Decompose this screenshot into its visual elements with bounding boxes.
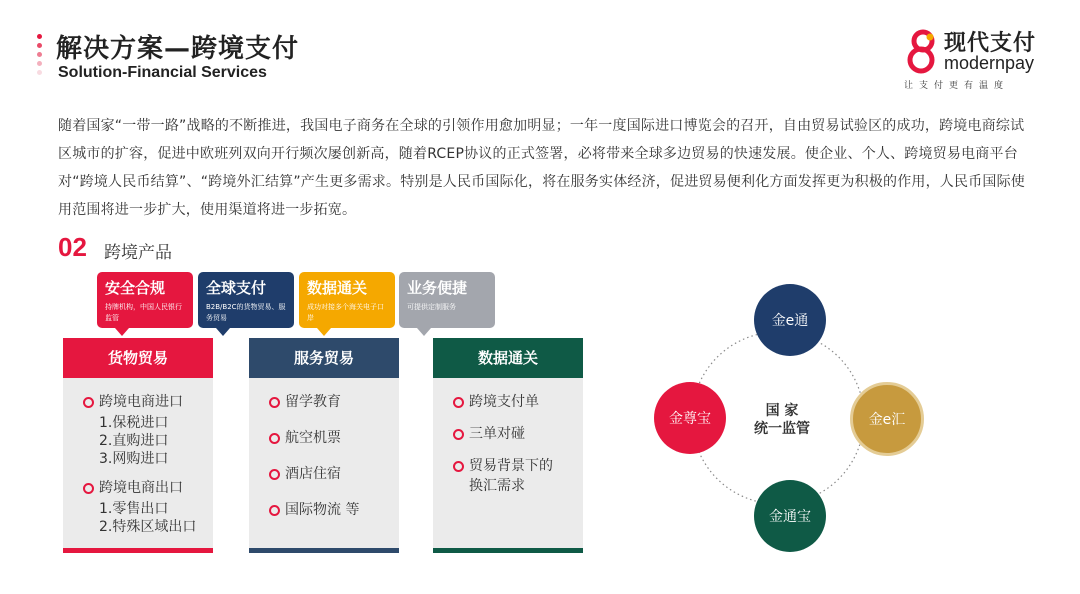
node-jin-zun-bao: 金尊宝 bbox=[654, 382, 726, 454]
tag-business-convenience bbox=[399, 272, 495, 328]
list-item-label: 国际物流 等 bbox=[285, 502, 360, 518]
ring-bullet-icon bbox=[83, 397, 94, 408]
intro-paragraph: 随着国家“一带一路”战略的不断推进，我国电子商务在全球的引领作用愈加明显；一年一度国际进口博览会的召开，自由贸易试验区的成功，跨境电商综试区城市的扩容，促进中欧班列双向开行频次屡创新高，随着RCEP协议的正式签署，必将带来全球多边贸易的快速发展。使企业、个人、跨境贸易电商平台对“跨境人民币结算”、“跨境外汇结算”产生更多需求。特别是人民币国际化，将在服务实体经济，促进贸易便利化方面发挥更为积极的作用，人民币国际使用范围将进一步扩大，使用渠道将进一步拓宽。 bbox=[58, 118, 1026, 218]
list-item-label: 留学教育 bbox=[285, 394, 341, 410]
column-header: 服务贸易 bbox=[249, 338, 399, 378]
center-line: 国 家 bbox=[765, 403, 799, 419]
sub-item: 1.保税进口 bbox=[99, 415, 169, 431]
tag-description: B2B/B2C的货物贸易、服务贸易 bbox=[206, 303, 286, 322]
logo-name-en: modernpay bbox=[944, 53, 1035, 73]
sub-item: 3.网购进口 bbox=[99, 451, 169, 467]
tag-description: 持牌机构，中国人民银行监管 bbox=[105, 303, 182, 322]
page-subtitle: Solution-Financial Services bbox=[58, 64, 267, 81]
list-item bbox=[433, 424, 583, 444]
list-item bbox=[249, 464, 399, 484]
column-footer-bar bbox=[63, 548, 213, 553]
ring-bullet-icon bbox=[269, 469, 280, 480]
tag-title: 业务便捷 bbox=[407, 279, 468, 297]
list-item bbox=[433, 456, 583, 496]
list-item-label: 三单对碰 bbox=[469, 426, 525, 442]
tag-description: 成功对接多个海关电子口岸 bbox=[307, 303, 384, 322]
logo-tagline: 让支付更有温度 bbox=[904, 81, 1010, 91]
logo-name-cn: 现代支付 bbox=[944, 31, 1037, 56]
tag-title: 安全合规 bbox=[105, 279, 166, 297]
ring-bullet-icon bbox=[453, 461, 464, 472]
modernpay-logo bbox=[902, 24, 1052, 94]
sub-item: 2.直购进口 bbox=[99, 433, 169, 449]
node-jin-e-tong: 金e通 bbox=[754, 284, 826, 356]
page-title: 解决方案—跨境支付 bbox=[56, 34, 300, 64]
list-item bbox=[433, 392, 583, 412]
list-item bbox=[249, 392, 399, 412]
tag-global-payment bbox=[198, 272, 294, 328]
center-line: 统一监管 bbox=[754, 421, 810, 437]
section-number: 02 bbox=[58, 232, 87, 262]
ring-bullet-icon bbox=[453, 429, 464, 440]
sub-item: 1.零售出口 bbox=[99, 501, 169, 517]
ring-bullet-icon bbox=[269, 433, 280, 444]
column-header: 货物贸易 bbox=[63, 338, 213, 378]
title-dots-decoration bbox=[36, 34, 44, 79]
list-item-label: 贸易背景下的换汇需求 bbox=[469, 458, 553, 494]
column-service-trade bbox=[249, 338, 399, 553]
column-data-customs bbox=[433, 338, 583, 553]
ring-bullet-icon bbox=[269, 397, 280, 408]
column-goods-trade bbox=[63, 338, 213, 553]
list-item-label: 跨境支付单 bbox=[469, 394, 539, 410]
regulation-cycle-diagram bbox=[654, 284, 910, 554]
list-item bbox=[249, 500, 399, 520]
list-item bbox=[63, 392, 213, 412]
list-item bbox=[249, 428, 399, 448]
column-footer-bar bbox=[433, 548, 583, 553]
sub-item: 2.特殊区域出口 bbox=[99, 519, 197, 535]
list-item-label: 航空机票 bbox=[285, 430, 341, 446]
column-header: 数据通关 bbox=[433, 338, 583, 378]
list-item-label: 跨境电商进口 bbox=[99, 394, 183, 410]
section-label: 跨境产品 bbox=[104, 243, 172, 263]
column-footer-bar bbox=[249, 548, 399, 553]
tag-title: 数据通关 bbox=[307, 279, 368, 297]
ring-bullet-icon bbox=[453, 397, 464, 408]
tag-title: 全球支付 bbox=[206, 279, 267, 297]
center-regulation-label bbox=[742, 402, 822, 438]
modernpay-logo-icon bbox=[906, 28, 940, 74]
node-jin-e-hui: 金e汇 bbox=[850, 382, 924, 456]
list-item bbox=[63, 478, 213, 498]
list-item-label: 跨境电商出口 bbox=[99, 480, 183, 496]
tag-description: 可提供定制服务 bbox=[407, 303, 456, 311]
ring-bullet-icon bbox=[269, 505, 280, 516]
node-jin-tong-bao: 金通宝 bbox=[754, 480, 826, 552]
tag-security-compliance bbox=[97, 272, 193, 328]
list-item-label: 酒店住宿 bbox=[285, 466, 341, 482]
ring-bullet-icon bbox=[83, 483, 94, 494]
tag-data-customs bbox=[299, 272, 395, 328]
